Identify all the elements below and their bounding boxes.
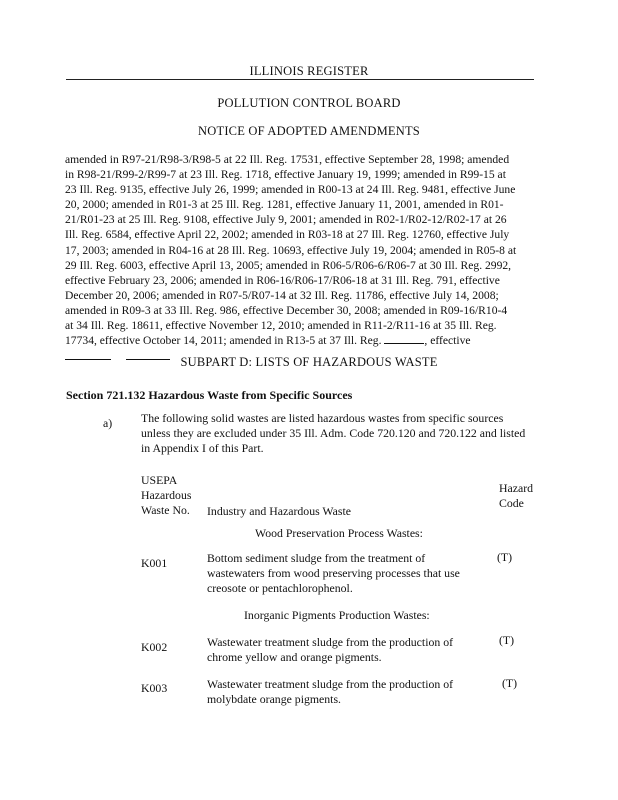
desc-line: chrome yellow and orange pigments.: [207, 650, 382, 665]
history-line: effective February 23, 2006; amended in R06-16/R06-17/R06-18 at 31 Ill. Reg. 791, effective: [65, 273, 500, 287]
history-line: Ill. Reg. 6584, effective April 22, 2002; amended in R03-18 at 27 Ill. Reg. 12760, effective July: [65, 228, 510, 242]
group-heading-pigments: Inorganic Pigments Production Wastes:: [244, 608, 430, 622]
history-tail: , effective: [424, 334, 471, 348]
board-title: POLLUTION CONTROL BOARD: [217, 96, 401, 110]
waste-desc-k001: [207, 551, 460, 597]
history-line: amended in R09-3 at 33 Ill. Reg. 986, effective December 30, 2008; amended in R09-16/R10-4: [65, 303, 508, 317]
desc-line: Bottom sediment sludge from the treatment of: [207, 551, 426, 565]
waste-no-k001: K001: [141, 556, 168, 570]
subpart-heading: SUBPART D: LISTS OF HAZARDOUS WASTE: [180, 355, 438, 369]
hazard-code-k003: (T): [502, 676, 518, 690]
col-header-waste-no: [141, 473, 191, 519]
history-line: [65, 333, 543, 348]
col-header-line: Waste No.: [141, 503, 190, 518]
history-line: 20, 2000; amended in R01-3 at 25 Ill. Reg. 1281, effective January 11, 2001, amended in R01-: [65, 198, 504, 212]
register-title: ILLINOIS REGISTER: [249, 64, 369, 78]
notice-title: NOTICE OF ADOPTED AMENDMENTS: [198, 124, 420, 138]
history-paragraph: [65, 152, 543, 364]
history-line: December 20, 2006; amended in R07-5/R07-14 at 32 Ill. Reg. 11786, effective July 14, 2008;: [65, 288, 499, 302]
desc-line: wastewaters from wood preserving processes that use: [207, 566, 460, 581]
subsection-line: The following solid wastes are listed hazardous wastes from specific sources: [141, 411, 504, 425]
col-header-line: Hazardous: [141, 488, 192, 503]
blank-page-field: [384, 333, 424, 344]
desc-line: creosote or pentachlorophenol.: [207, 581, 353, 596]
history-line: 23 Ill. Reg. 9135, effective July 26, 1999; amended in R00-13 at 24 Ill. Reg. 9481, effective June: [65, 183, 516, 197]
history-line: amended in R97-21/R98-3/R98-5 at 22 Ill. Reg. 17531, effective September 28, 1998; amended: [65, 153, 510, 166]
col-header-line: USEPA: [141, 473, 178, 487]
subsection-text: [141, 411, 541, 457]
history-line: 21/R01-23 at 25 Ill. Reg. 9108, effective July 9, 2001; amended in R02-1/R02-12/R02-17 at 26: [65, 213, 507, 227]
history-line: at 34 Ill. Reg. 18611, effective November 12, 2010; amended in R11-2/R11-16 at 35 Ill. Reg.: [65, 319, 497, 333]
history-line-text: 17734, effective October 14, 2011; amended in R13-5 at 37 Ill. Reg.: [65, 334, 382, 348]
hazard-code-k002: (T): [499, 633, 515, 647]
subsection-line: in Appendix I of this Part.: [141, 441, 264, 456]
col-header-line: Code: [499, 496, 524, 511]
waste-desc-k003: [207, 677, 453, 707]
history-line: 17, 2003; amended in R04-16 at 28 Ill. Reg. 10693, effective July 19, 2004; amended in R05-8 at: [65, 243, 517, 257]
history-line: 29 Ill. Reg. 6003, effective April 13, 2005; amended in R06-5/R06-6/R06-7 at 30 Ill. Reg. 2992,: [65, 258, 512, 272]
desc-line: Wastewater treatment sludge from the production of: [207, 635, 454, 649]
header-rule: [66, 79, 534, 80]
waste-desc-k002: [207, 635, 453, 665]
desc-line: Wastewater treatment sludge from the production of: [207, 677, 454, 691]
col-header-hazard-code: [499, 481, 533, 511]
waste-no-k002: K002: [141, 640, 168, 654]
col-header-line: Hazard: [499, 481, 534, 495]
waste-no-k003: K003: [141, 681, 168, 695]
desc-line: molybdate orange pigments.: [207, 692, 341, 707]
subsection-line: unless they are excluded under 35 Ill. Adm. Code 720.120 and 720.122 and listed: [141, 426, 526, 441]
subsection-label: a): [103, 416, 113, 430]
group-heading-wood: Wood Preservation Process Wastes:: [255, 526, 423, 540]
history-line: in R98-21/R99-2/R99-7 at 23 Ill. Reg. 1718, effective January 19, 1999; amended in R99-15 at: [65, 168, 506, 182]
hazard-code-k001: (T): [497, 550, 513, 564]
section-heading: Section 721.132 Hazardous Waste from Specific Sources: [66, 388, 353, 402]
col-header-industry: Industry and Hazardous Waste: [207, 504, 351, 518]
